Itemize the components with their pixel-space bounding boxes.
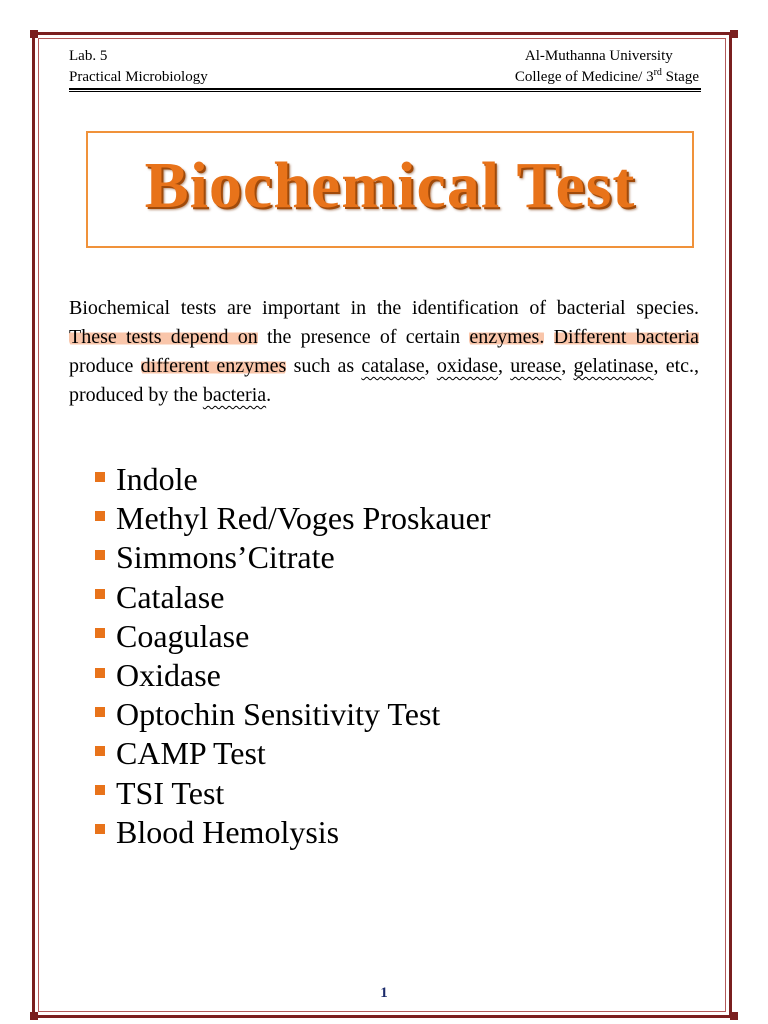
college-name: College of Medicine/ 3 [514, 69, 654, 85]
underline-oxidase: oxidase [436, 355, 498, 377]
border-corner [30, 30, 38, 38]
test-name: Simmons’Citrate [116, 539, 335, 576]
square-bullet-icon [95, 550, 105, 560]
test-name: CAMP Test [116, 735, 266, 772]
list-item [95, 656, 490, 695]
page-title: Biochemical Test [144, 148, 636, 222]
square-bullet-icon [95, 668, 105, 678]
header-rule [69, 88, 701, 92]
list-item [95, 813, 490, 852]
test-name: Methyl Red/Voges Proskauer [116, 500, 491, 537]
list-item [95, 538, 490, 577]
text-run: produce [69, 355, 141, 377]
underline-bacteria: bacteria [202, 384, 267, 406]
list-item [95, 734, 490, 773]
text-run: , [561, 355, 574, 377]
list-item [95, 499, 490, 538]
course-name: Practical Microbiology [69, 69, 208, 85]
square-bullet-icon [95, 511, 105, 521]
square-bullet-icon [95, 746, 105, 756]
text-run [544, 326, 553, 348]
page-number: 1 [380, 985, 388, 1001]
highlight-different-enzymes: different enzymes [140, 355, 287, 377]
square-bullet-icon [95, 785, 105, 795]
test-name: TSI Test [116, 774, 225, 811]
underline-catalase: catalase [361, 355, 425, 377]
text-run: , [497, 355, 511, 377]
highlight-enzymes: enzymes. [469, 326, 545, 348]
test-name: Coagulase [116, 617, 250, 654]
underline-urease: urease [510, 355, 562, 377]
college-stage [515, 67, 699, 88]
square-bullet-icon [95, 628, 105, 638]
test-name: Catalase [116, 578, 225, 615]
list-item [95, 617, 490, 656]
text-run: , etc., produced by the [69, 355, 700, 406]
text-run: Biochemical tests are important in the identification of bacterial species. [69, 297, 699, 319]
square-bullet-icon [95, 707, 105, 717]
university-name: Al-Muthanna University [524, 48, 673, 64]
test-name: Blood Hemolysis [116, 813, 340, 850]
page-header [69, 46, 699, 88]
text-run: . [266, 384, 272, 406]
list-item [95, 695, 490, 734]
title-box [86, 131, 694, 248]
list-item [95, 774, 490, 813]
test-name: Optochin Sensitivity Test [116, 696, 441, 733]
square-bullet-icon [95, 589, 105, 599]
border-corner [730, 30, 738, 38]
text-run: such as [286, 355, 362, 377]
tests-list [95, 460, 490, 852]
lab-number: Lab. 5 [69, 48, 108, 64]
border-corner [30, 1012, 38, 1020]
highlight-different-bacteria: Different bacteria [553, 326, 699, 348]
text-run: the presence of certain [257, 326, 470, 348]
border-corner [730, 1012, 738, 1020]
highlight-tests-depend: These tests depend on [69, 326, 258, 348]
test-name: Oxidase [116, 657, 221, 694]
square-bullet-icon [95, 824, 105, 834]
square-bullet-icon [95, 472, 105, 482]
list-item [95, 578, 490, 617]
test-name: Indole [116, 461, 198, 498]
list-item [95, 460, 490, 499]
intro-paragraph [69, 294, 699, 410]
underline-gelatinase: gelatinase [573, 355, 654, 377]
stage-superscript: rd [653, 67, 662, 78]
stage-label: Stage [661, 69, 699, 85]
text-run: , [424, 355, 437, 377]
